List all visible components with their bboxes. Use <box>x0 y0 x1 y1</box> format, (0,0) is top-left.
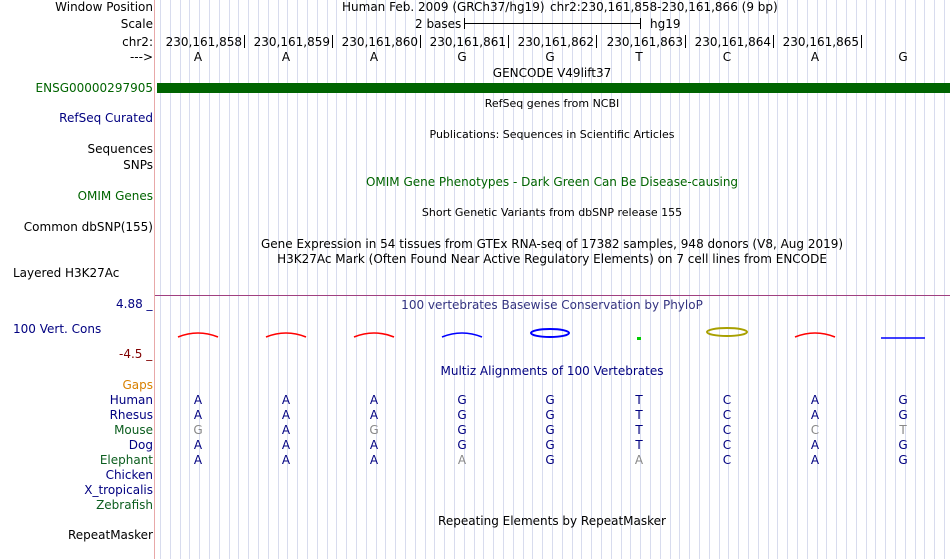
alignment-base: G <box>369 423 379 437</box>
label-panel-separator <box>154 0 155 559</box>
h3k27ac-track-label[interactable]: Layered H3K27Ac <box>13 266 120 280</box>
alignment-base: G <box>193 423 203 437</box>
conservation-max-label: 4.88 _ <box>116 297 153 311</box>
alignment-base: A <box>193 393 203 407</box>
coordinate-label: 230,161,865 <box>782 35 859 49</box>
coordinate-tick <box>508 35 509 48</box>
coordinate-tick <box>332 35 333 48</box>
gencode-item-label[interactable]: ENSG00000297905 <box>35 81 153 95</box>
alignment-base: A <box>810 408 820 422</box>
conservation-glyph <box>795 333 835 337</box>
publications-track-title: Publications: Sequences in Scientific Articles <box>429 128 675 141</box>
conservation-glyph <box>442 333 482 337</box>
alignment-base: G <box>545 408 555 422</box>
conservation-logo <box>0 320 950 350</box>
species-label-human[interactable]: Human <box>109 393 153 407</box>
alignment-base: A <box>193 438 203 452</box>
gencode-track-title: GENCODE V49lift37 <box>492 66 612 80</box>
coordinate-label: 230,161,863 <box>606 35 683 49</box>
h3k27ac-track-title: H3K27Ac Mark (Often Found Near Active Regulatory Elements) on 7 cell lines from ENCODE <box>277 252 827 266</box>
alignment-base: A <box>369 453 379 467</box>
alignment-base: C <box>722 453 732 467</box>
alignment-base: A <box>193 453 203 467</box>
gencode-gene-bar[interactable] <box>157 83 950 93</box>
coordinate-tick <box>773 35 774 48</box>
conservation-glyph <box>637 337 641 340</box>
omim-track-title: OMIM Gene Phenotypes - Dark Green Can Be Disease-causing <box>365 175 739 189</box>
alignment-base: A <box>810 453 820 467</box>
species-label-mouse[interactable]: Mouse <box>114 423 153 437</box>
conservation-glyph <box>266 333 306 337</box>
multiz-track-title: Multiz Alignments of 100 Vertebrates <box>440 364 664 378</box>
coordinate-label: 230,161,864 <box>694 35 771 49</box>
refseq-track-label[interactable]: RefSeq Curated <box>59 111 153 125</box>
reference-base: A <box>810 50 820 64</box>
alignment-base: G <box>457 408 467 422</box>
species-label-rhesus[interactable]: Rhesus <box>109 408 153 422</box>
alignment-base: C <box>722 438 732 452</box>
repeatmasker-track-title: Repeating Elements by RepeatMasker <box>438 514 666 528</box>
alignment-base: T <box>635 408 643 422</box>
window-position-value: chr2:230,161,858-230,161,866 (9 bp) <box>550 0 778 14</box>
alignment-base: G <box>457 438 467 452</box>
window-position-label: Window Position <box>55 0 153 14</box>
coordinate-tick <box>861 35 862 48</box>
alignment-base: G <box>457 423 467 437</box>
coordinate-label: 230,161,860 <box>341 35 418 49</box>
alignment-base: G <box>457 393 467 407</box>
alignment-base: A <box>634 453 644 467</box>
alignment-base: A <box>281 438 291 452</box>
omim-track-label[interactable]: OMIM Genes <box>77 189 153 203</box>
conservation-track-title: 100 vertebrates Basewise Conservation by PhyloP <box>401 298 703 312</box>
reference-base: G <box>457 50 467 64</box>
scale-text: 2 bases <box>415 17 462 31</box>
alignment-base: T <box>635 423 643 437</box>
coordinate-label: 230,161,859 <box>253 35 330 49</box>
reference-base: G <box>898 50 908 64</box>
repeatmasker-track-label[interactable]: RepeatMasker <box>67 528 153 542</box>
alignment-base: G <box>898 408 908 422</box>
conservation-glyph <box>178 333 218 337</box>
alignment-base: G <box>545 438 555 452</box>
alignment-base: A <box>193 408 203 422</box>
species-label-x_tropicalis[interactable]: X_tropicalis <box>84 483 153 497</box>
alignment-base: T <box>899 423 907 437</box>
species-label-chicken[interactable]: Chicken <box>105 468 153 482</box>
reference-base: T <box>635 50 643 64</box>
alignment-base: G <box>898 438 908 452</box>
alignment-base: A <box>810 438 820 452</box>
conservation-glyph <box>707 328 747 336</box>
dbsnp-track-title: Short Genetic Variants from dbSNP release 155 <box>421 206 683 219</box>
assembly-title: Human Feb. 2009 (GRCh37/hg19) <box>342 0 545 14</box>
database-label: hg19 <box>650 17 681 31</box>
coordinate-tick <box>685 35 686 48</box>
species-label-elephant[interactable]: Elephant <box>99 453 153 467</box>
scale-label: Scale <box>120 17 153 31</box>
alignment-base: G <box>545 393 555 407</box>
alignment-base: A <box>281 453 291 467</box>
alignment-base: C <box>722 423 732 437</box>
reference-base: A <box>281 50 291 64</box>
species-label-dog[interactable]: Dog <box>128 438 153 452</box>
alignment-base: A <box>369 408 379 422</box>
conservation-track-label[interactable]: 100 Vert. Cons <box>13 322 102 336</box>
sequences-track-label[interactable]: Sequences <box>87 142 153 156</box>
alignment-base: A <box>281 408 291 422</box>
alignment-base: T <box>635 438 643 452</box>
conservation-glyph <box>354 333 394 337</box>
species-label-zebrafish[interactable]: Zebrafish <box>96 498 153 512</box>
strand-arrow-label: ---> <box>129 50 153 64</box>
coordinate-tick <box>596 35 597 48</box>
reference-base: C <box>722 50 732 64</box>
alignment-base: G <box>545 453 555 467</box>
alignment-base: A <box>281 423 291 437</box>
coordinate-tick <box>420 35 421 48</box>
track-divider <box>155 295 950 296</box>
coordinate-label: 230,161,861 <box>429 35 506 49</box>
reference-base: G <box>545 50 555 64</box>
conservation-min-label: -4.5 _ <box>119 347 153 361</box>
gaps-label[interactable]: Gaps <box>122 378 153 392</box>
snps-track-label[interactable]: SNPs <box>123 158 153 172</box>
chromosome-label: chr2: <box>122 35 153 49</box>
alignment-base: A <box>810 393 820 407</box>
alignment-base: T <box>635 393 643 407</box>
alignment-base: A <box>369 438 379 452</box>
scale-bar <box>464 18 641 29</box>
alignment-base: C <box>722 393 732 407</box>
alignment-base: C <box>810 423 820 437</box>
coordinate-label: 230,161,862 <box>517 35 594 49</box>
coordinate-tick <box>244 35 245 48</box>
alignment-base: G <box>545 423 555 437</box>
alignment-base: G <box>898 393 908 407</box>
reference-base: A <box>369 50 379 64</box>
dbsnp-track-label[interactable]: Common dbSNP(155) <box>23 220 153 234</box>
coordinate-label: 230,161,858 <box>165 35 242 49</box>
alignment-base: C <box>722 408 732 422</box>
gtex-track-title: Gene Expression in 54 tissues from GTEx RNA-seq of 17382 samples, 948 donors (V8, Aug 2019) <box>260 237 844 251</box>
alignment-base: A <box>281 393 291 407</box>
reference-base: A <box>193 50 203 64</box>
alignment-base: G <box>898 453 908 467</box>
refseq-track-title: RefSeq genes from NCBI <box>484 97 620 110</box>
alignment-base: A <box>369 393 379 407</box>
alignment-base: A <box>457 453 467 467</box>
conservation-glyph <box>531 329 569 337</box>
